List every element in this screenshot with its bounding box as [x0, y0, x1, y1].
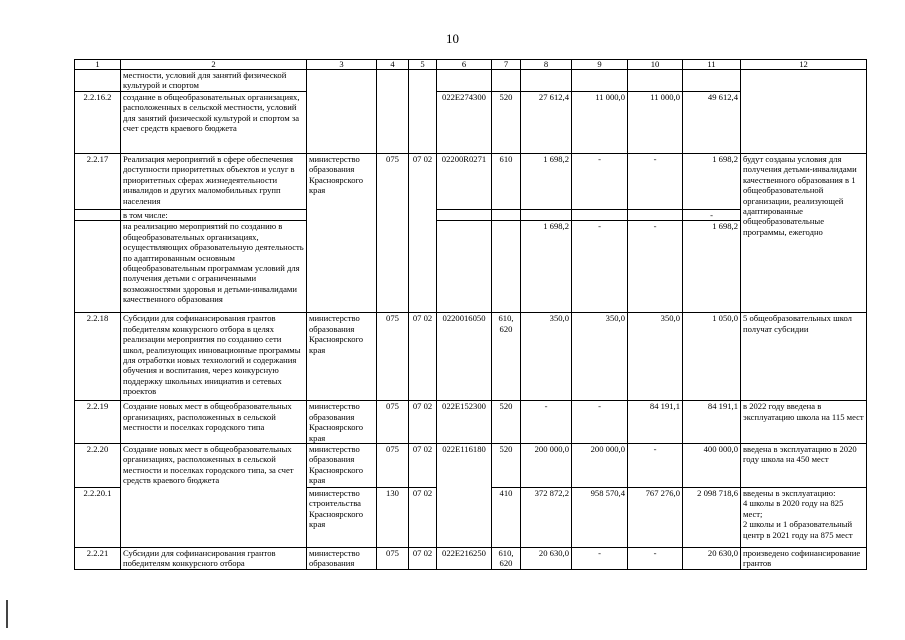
- measure-name: Реализация мероприятий в сфере обеспечения доступности приоритетных объектов и услуг в приоритетных сферах жизнедеятельности инвалидов и других маломобильных групп населения: [121, 154, 307, 210]
- table-row: [75, 154, 867, 210]
- column-number: 8: [521, 60, 572, 70]
- measure-name: в том числе:: [121, 210, 307, 221]
- amount-2020: [521, 70, 572, 92]
- budget-code: 075: [377, 313, 409, 401]
- row-number: 2.2.21: [75, 548, 121, 570]
- amount-2022: -: [628, 444, 683, 488]
- amount-2020: 1 698,2: [521, 221, 572, 313]
- row-number: 2.2.20.1: [75, 488, 121, 548]
- row-number: 2.2.20: [75, 444, 121, 488]
- expense-type: 610, 620: [492, 548, 521, 570]
- target-code: 022E274300: [437, 92, 492, 154]
- measure-name: Создание новых мест в общеобразовательных организациях, расположенных в сельской местности и поселках городского типа: [121, 401, 307, 444]
- column-number: 4: [377, 60, 409, 70]
- responsible-body: министерство строительства Красноярского края: [307, 488, 377, 548]
- target-code: [437, 221, 492, 313]
- expected-result: 5 общеобразовательных школ получат субсидии: [741, 313, 867, 401]
- amount-2021: 958 570,4: [572, 488, 628, 548]
- section-code: 07 02: [409, 313, 437, 401]
- amount-2021: 350,0: [572, 313, 628, 401]
- result-line: 2 школы и 1 образовательный центр в 2021 году на 875 мест: [743, 519, 853, 540]
- amount-2022: [628, 70, 683, 92]
- target-code: 022E216250: [437, 548, 492, 570]
- expense-type: [492, 221, 521, 313]
- row-number: 2.2.19: [75, 401, 121, 444]
- column-number: 10: [628, 60, 683, 70]
- measure-name: Субсидии для софинансирования грантов победителям конкурсного отбора: [121, 548, 307, 570]
- expected-result: [741, 70, 867, 154]
- amount-2020: -: [521, 401, 572, 444]
- section-code: 07 02: [409, 548, 437, 570]
- column-number: 2: [121, 60, 307, 70]
- expense-type: [492, 210, 521, 221]
- amount-total: 49 612,4: [683, 92, 741, 154]
- row-number: [75, 70, 121, 92]
- table-row: [75, 401, 867, 444]
- measure-name: местности, условий для занятий физической культурой и спортом: [121, 70, 307, 92]
- expense-type: 520: [492, 401, 521, 444]
- amount-2021: -: [572, 401, 628, 444]
- amount-2020: 200 000,0: [521, 444, 572, 488]
- expected-result: введена в эксплуатацию в 2020 году школа на 450 мест: [741, 444, 867, 488]
- responsible-body: министерство образования Красноярского края: [307, 444, 377, 488]
- table-row: [75, 313, 867, 401]
- measure-name: Субсидии для софинансирования грантов победителям конкурсного отбора в целях реализации мероприятия по созданию сети школ, реализующих инновационные программы для отработки новых технологий и содержания обучения и воспитания, через конкурсную поддержку школьных инициатив и сетевых проектов: [121, 313, 307, 401]
- amount-2021: -: [572, 548, 628, 570]
- amount-2020: 20 630,0: [521, 548, 572, 570]
- result-line: 4 школы в 2020 году на 825 мест;: [743, 498, 844, 519]
- column-number-row: [75, 60, 867, 70]
- measure-name: создание в общеобразовательных организациях, расположенных в сельской местности, условий для занятий физической культурой и спортом за счет средств краевого бюджета: [121, 92, 307, 154]
- budget-code: 075: [377, 548, 409, 570]
- amount-2020: 350,0: [521, 313, 572, 401]
- expense-type: 520: [492, 92, 521, 154]
- column-number: 9: [572, 60, 628, 70]
- column-number: 1: [75, 60, 121, 70]
- column-number: 7: [492, 60, 521, 70]
- expected-result: [741, 488, 867, 548]
- amount-2021: 11 000,0: [572, 92, 628, 154]
- responsible-body: министерство образования Красноярского края: [307, 313, 377, 401]
- section-code: 07 02: [409, 444, 437, 488]
- amount-2021: -: [572, 154, 628, 210]
- responsible-body: министерство образования Красноярского края: [307, 401, 377, 444]
- target-code: [437, 210, 492, 221]
- budget-code: 130: [377, 488, 409, 548]
- column-number: 3: [307, 60, 377, 70]
- amount-2022: -: [628, 548, 683, 570]
- amount-2020: 372 872,2: [521, 488, 572, 548]
- amount-2022: 11 000,0: [628, 92, 683, 154]
- section-code: 07 02: [409, 488, 437, 548]
- section-code: [409, 70, 437, 154]
- amount-total: 2 098 718,6: [683, 488, 741, 548]
- responsible-body: [307, 70, 377, 154]
- amount-2022: -: [628, 221, 683, 313]
- target-code: 0220016050: [437, 313, 492, 401]
- expected-result: произведено софинансирование грантов: [741, 548, 867, 570]
- scan-edge-mark: [6, 600, 8, 628]
- section-code: 07 02: [409, 154, 437, 313]
- table-row: [75, 70, 867, 92]
- column-number: 6: [437, 60, 492, 70]
- measure-name: Создание новых мест в общеобразовательных организациях, расположенных в сельской местности и поселках городского типа, за счет средств краевого бюджета: [121, 444, 307, 548]
- amount-total: [683, 70, 741, 92]
- amount-total: 400 000,0: [683, 444, 741, 488]
- amount-2022: 350,0: [628, 313, 683, 401]
- amount-2021: 200 000,0: [572, 444, 628, 488]
- amount-total: 20 630,0: [683, 548, 741, 570]
- target-code: 022E116180: [437, 444, 492, 548]
- amount-total: 84 191,1: [683, 401, 741, 444]
- target-code: 02200R0271: [437, 154, 492, 210]
- column-number: 11: [683, 60, 741, 70]
- amount-2022: [628, 210, 683, 221]
- amount-2021: [572, 210, 628, 221]
- row-number: [75, 221, 121, 313]
- program-measures-table: [74, 59, 867, 570]
- column-number: 12: [741, 60, 867, 70]
- target-code: [437, 70, 492, 92]
- budget-code: 075: [377, 444, 409, 488]
- row-number: [75, 210, 121, 221]
- column-number: 5: [409, 60, 437, 70]
- amount-2022: 84 191,1: [628, 401, 683, 444]
- row-number: 2.2.17: [75, 154, 121, 210]
- amount-2020: 27 612,4: [521, 92, 572, 154]
- amount-total: -: [683, 210, 741, 221]
- budget-code: [377, 70, 409, 154]
- budget-code: 075: [377, 154, 409, 313]
- result-line: введены в эксплуатацию:: [743, 488, 836, 499]
- expense-type: 610, 620: [492, 313, 521, 401]
- expense-type: [492, 70, 521, 92]
- amount-2022: -: [628, 154, 683, 210]
- amount-2021: [572, 70, 628, 92]
- budget-code: 075: [377, 401, 409, 444]
- amount-2020: [521, 210, 572, 221]
- target-code: 022E152300: [437, 401, 492, 444]
- row-number: 2.2.18: [75, 313, 121, 401]
- responsible-body: министерство образования: [307, 548, 377, 570]
- expense-type: 520: [492, 444, 521, 488]
- amount-2021: -: [572, 221, 628, 313]
- expected-result: в 2022 году введена в эксплуатацию школа на 115 мест: [741, 401, 867, 444]
- expected-result: будут созданы условия для получения детьми-инвалидами качественного образования в 1 общеобразовательной организации, реализующей адаптированные общеобразовательные программы, ежегодно: [741, 154, 867, 313]
- table-row: [75, 444, 867, 488]
- amount-2022: 767 276,0: [628, 488, 683, 548]
- amount-total: 1 050,0: [683, 313, 741, 401]
- page-number: 10: [446, 31, 459, 46]
- amount-total: 1 698,2: [683, 221, 741, 313]
- measure-name: на реализацию мероприятий по созданию в общеобразовательных организациях, осуществляющих образовательную деятельность по адаптированным основным общеобразовательным программам условий для получения детьми с ограниченными возможностями здоровья и детьми-инвалидами качественного образования: [121, 221, 307, 313]
- amount-total: 1 698,2: [683, 154, 741, 210]
- row-number: 2.2.16.2: [75, 92, 121, 154]
- responsible-body: министерство образования Красноярского края: [307, 154, 377, 313]
- section-code: 07 02: [409, 401, 437, 444]
- expense-type: 410: [492, 488, 521, 548]
- amount-2020: 1 698,2: [521, 154, 572, 210]
- table-row: [75, 548, 867, 570]
- expense-type: 610: [492, 154, 521, 210]
